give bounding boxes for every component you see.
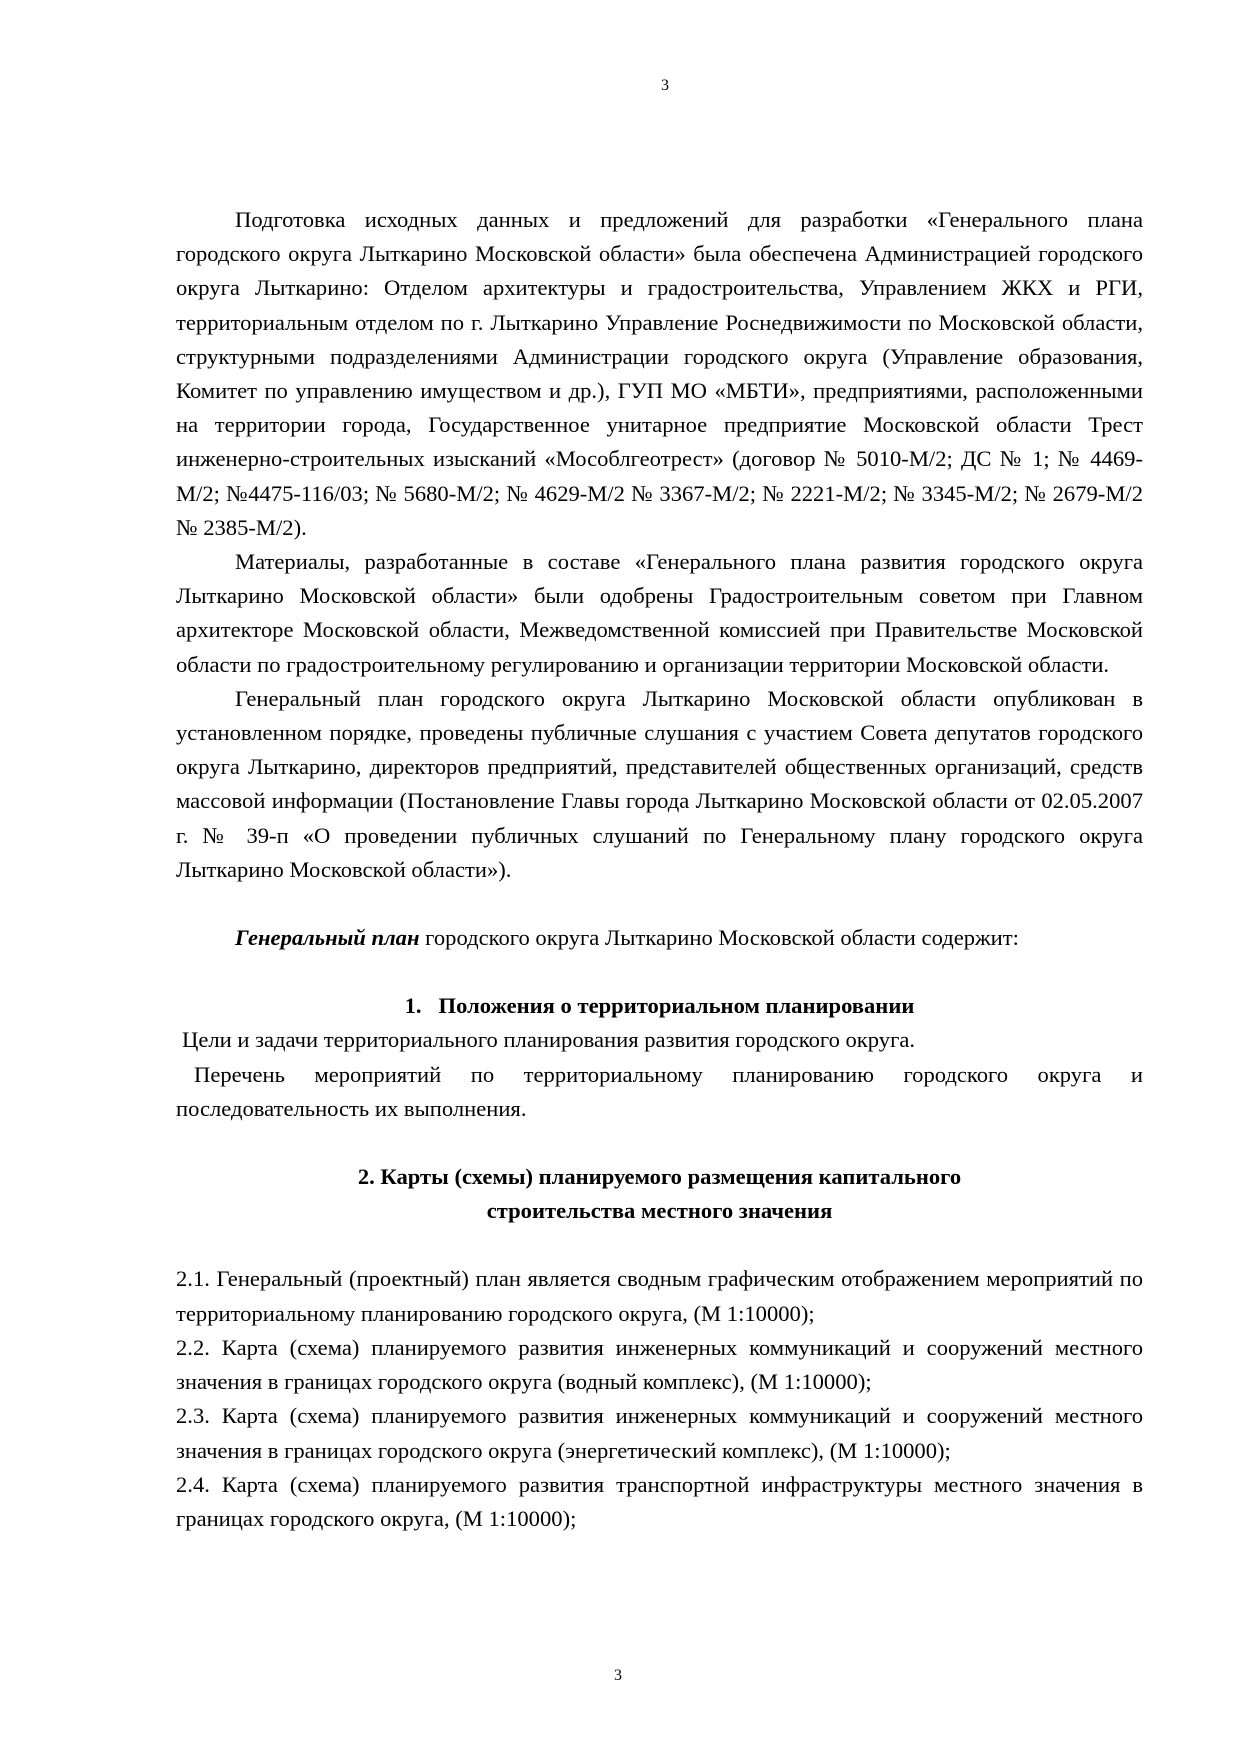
section1-heading <box>176 989 1143 1023</box>
section2-title-line2: строительства местного значения <box>486 1198 833 1224</box>
contents-intro-rest: городского округа Лыткарино Московской области содержит: <box>419 925 1019 951</box>
map-item: 2.2. Карта (схема) планируемого развития инженерных коммуникаций и сооружений местного значения в границах городского округа (водный комплекс), (М 1:10000); <box>176 1334 1143 1395</box>
contents-intro <box>176 921 1143 955</box>
section1-title: Положения о территориальном планировании <box>438 993 915 1019</box>
section2-title-line1: 2. Карты (схемы) планируемого размещения капитального <box>357 1164 962 1190</box>
contents-intro-emphasis: Генеральный план <box>235 925 420 951</box>
paragraph-materials-approval: Материалы, разработанные в составе «Генерального плана развития городского округа Лыткарино Московской области» были одобрены Градостроительным советом при Главном архитекторе Московской области, Межведомственной комиссией при Правительстве Московской области по градостроительному регулированию и организации территории Московской области. <box>176 549 1143 677</box>
page-number-top: 3 <box>661 77 669 94</box>
map-item: 2.4. Карта (схема) планируемого развития транспортной инфраструктуры местного значения в границах городского округа, (М 1:10000); <box>176 1471 1143 1531</box>
section2-heading <box>176 1160 1143 1228</box>
section1-goals: Цели и задачи территориального планирования развития городского округа. <box>182 1027 916 1053</box>
document-body <box>176 203 1143 1536</box>
map-item: 2.3. Карта (схема) планируемого развития инженерных коммуникаций и сооружений местного значения в границах городского округа (энергетический комплекс), (М 1:10000); <box>176 1403 1143 1463</box>
section1-number: 1. <box>404 993 422 1019</box>
page-number-bottom: 3 <box>614 1667 622 1684</box>
map-item: 2.1. Генеральный (проектный) план является сводным графическим отображением мероприятий по территориальному планированию городского округа, (М 1:10000); <box>176 1266 1143 1326</box>
section1-measures: Перечень мероприятий по территориальному планированию городского округа и последовательность их выполнения. <box>176 1061 1143 1121</box>
paragraph-source-data: Подготовка исходных данных и предложений для разработки «Генерального плана городского округа Лыткарино Московской области» была обеспечена Администрацией городского округа Лыткарино: Отделом архитектуры и градостроительства, Управлением ЖКХ и РГИ, территориальным отделом по г. Лыткарино Управление Роснедвижимости по Московской области, структурными подразделениями Администрации городского округа (Управление образования, Комитет по управлению имуществом и др.), ГУП МО «МБТИ», предприятиями, расположенными на территории города, Государственное унитарное предприятие Московской области Трест инженерно-строительных изысканий «Мособлгеотрест» (договор № 5010-М/2; ДС № 1; № 4469-М/2; №4475-116/03; № 5680-М/2; № 4629-М/2 № 3367-М/2; № 2221-М/2; № 3345-М/2; № 2679-М/2 № 2385-М/2). <box>176 207 1143 540</box>
paragraph-publication: Генеральный план городского округа Лыткарино Московской области опубликован в установленном порядке, проведены публичные слушания с участием Совета депутатов городского округа Лыткарино, директоров предприятий, представителей общественных организаций, средств массовой информации (Постановление Главы города Лыткарино Московской области от 02.05.2007 г. № 39-п «О проведении публичных слушаний по Генеральному плану городского округа Лыткарино Московской области»). <box>176 685 1143 882</box>
